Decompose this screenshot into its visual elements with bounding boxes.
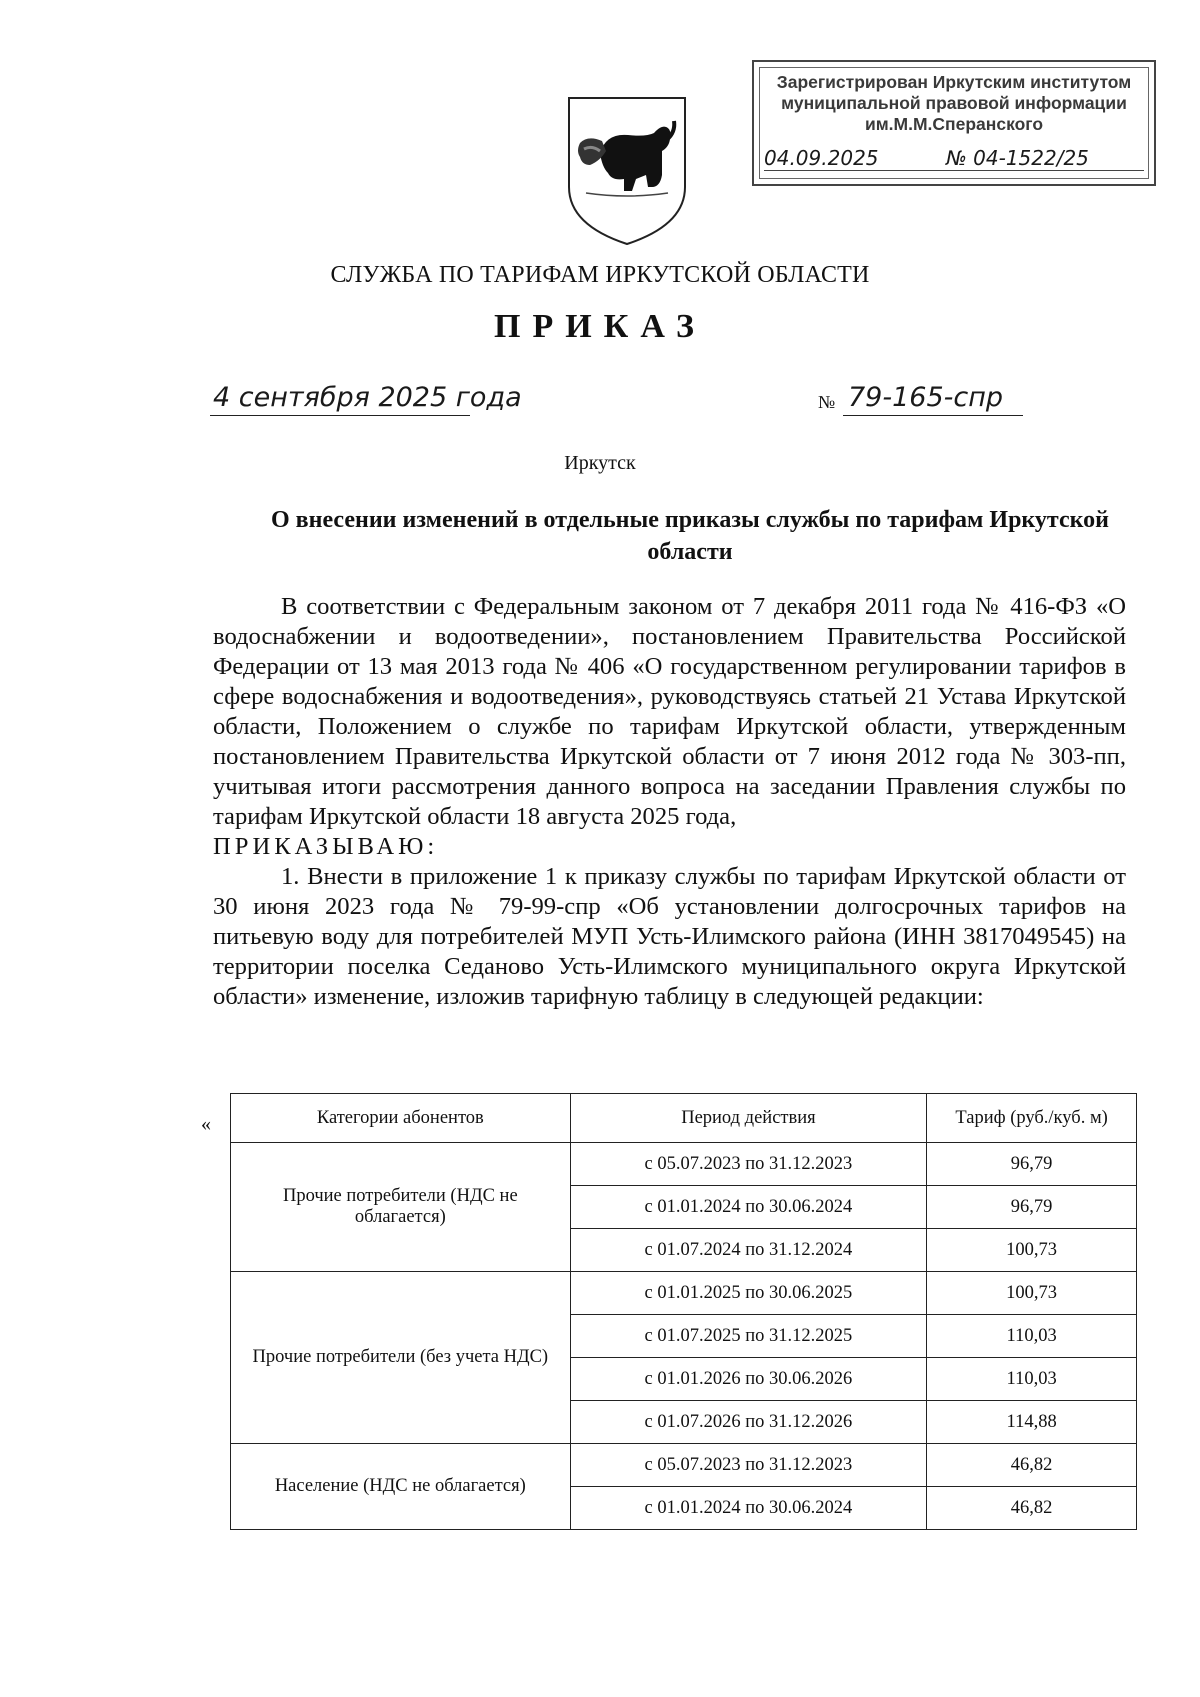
- header-tariff: Тариф (руб./куб. м): [927, 1094, 1137, 1143]
- header-period: Период действия: [570, 1094, 927, 1143]
- clause-1-paragraph: 1. Внести в приложение 1 к приказу службы по тарифам Иркутской области от 30 июня 2023 года № 79-99-спр «Об установлении долгосрочных тарифов на питьевую воду для потребителей МУП Усть-Илимского района (ИНН 3817049545) на территории поселка Седаново Усть-Илимского муниципального округа Иркутской области» изменение, изложив тарифную таблицу в следующей редакции:: [213, 863, 1126, 1010]
- period-cell: с 01.07.2024 по 31.12.2024: [570, 1229, 927, 1272]
- tariff-cell: 46,82: [927, 1444, 1137, 1487]
- period-cell: с 01.01.2026 по 30.06.2026: [570, 1358, 927, 1401]
- coat-of-arms-icon: [566, 95, 688, 247]
- stamp-number: № 04-1522/25: [946, 146, 1089, 170]
- period-cell: с 01.01.2024 по 30.06.2024: [570, 1186, 927, 1229]
- tariff-cell: 114,88: [927, 1401, 1137, 1444]
- period-cell: с 01.07.2025 по 31.12.2025: [570, 1315, 927, 1358]
- tariff-cell: 110,03: [927, 1315, 1137, 1358]
- order-number-prefix: №: [818, 392, 836, 412]
- document-title: О внесении изменений в отдельные приказы службы по тарифам Иркутской области: [271, 507, 1109, 565]
- period-cell: с 01.01.2024 по 30.06.2024: [570, 1487, 927, 1530]
- category-cell: Население (НДС не облагается): [231, 1444, 571, 1530]
- tariff-cell: 100,73: [927, 1272, 1137, 1315]
- stamp-handwritten-fields: [764, 146, 1144, 174]
- category-cell: Прочие потребители (без учета НДС): [231, 1272, 571, 1444]
- category-cell: Прочие потребители (НДС не облагается): [231, 1143, 571, 1272]
- preamble-paragraph: В соответствии с Федеральным законом от 7 декабря 2011 года № 416-ФЗ «О водоснабжении и водоотведении», постановлением Правительства Российской Федерации от 13 мая 2013 года № 406 «О государственном регулировании тарифов в сфере водоснабжения и водоотведения», руководствуясь статьей 21 Устава Иркутской области, Положением о службе по тарифам Иркутской области, утвержденным постановлением Правительства Иркутской области от 7 июня 2012 года № 303-пп, учитывая итоги рассмотрения данного вопроса на заседании Правления службы по тарифам Иркутской области 18 августа 2025 года,: [213, 593, 1126, 830]
- table-row: [231, 1272, 1137, 1315]
- period-cell: с 05.07.2023 по 31.12.2023: [570, 1143, 927, 1186]
- tariff-cell: 110,03: [927, 1358, 1137, 1401]
- date-underline: [210, 415, 470, 416]
- table-row: [231, 1444, 1137, 1487]
- document-body: [213, 592, 1126, 1012]
- stamp-underline: [764, 170, 1144, 171]
- document-type: ПРИКАЗ: [494, 308, 706, 345]
- stamp-date: 04.09.2025: [764, 146, 879, 170]
- organization-name: СЛУЖБА ПО ТАРИФАМ ИРКУТСКОЙ ОБЛАСТИ: [330, 262, 870, 288]
- tariff-cell: 96,79: [927, 1143, 1137, 1186]
- tariff-cell: 100,73: [927, 1229, 1137, 1272]
- registration-stamp: [752, 60, 1156, 186]
- period-cell: с 05.07.2023 по 31.12.2023: [570, 1444, 927, 1487]
- stamp-line-2: муниципальной правовой информации: [781, 93, 1127, 113]
- table-header-row: [231, 1094, 1137, 1143]
- period-cell: с 01.07.2026 по 31.12.2026: [570, 1401, 927, 1444]
- period-cell: с 01.01.2025 по 30.06.2025: [570, 1272, 927, 1315]
- tariff-cell: 96,79: [927, 1186, 1137, 1229]
- order-date-handwritten: 4 сентября 2025 года: [213, 382, 522, 413]
- stamp-line-3: им.М.М.Сперанского: [864, 114, 1044, 134]
- order-number-handwritten: 79-165-спр: [848, 382, 1004, 413]
- order-word: ПРИКАЗЫВАЮ:: [213, 833, 439, 860]
- table-row: [231, 1143, 1137, 1186]
- opening-quote-mark: «: [201, 1113, 211, 1135]
- tariff-cell: 46,82: [927, 1487, 1137, 1530]
- city: Иркутск: [564, 452, 636, 474]
- tariff-table: [230, 1093, 1137, 1530]
- header-category: Категории абонентов: [231, 1094, 571, 1143]
- stamp-line-1: Зарегистрирован Иркутским институтом: [776, 72, 1132, 92]
- number-underline: [843, 415, 1023, 416]
